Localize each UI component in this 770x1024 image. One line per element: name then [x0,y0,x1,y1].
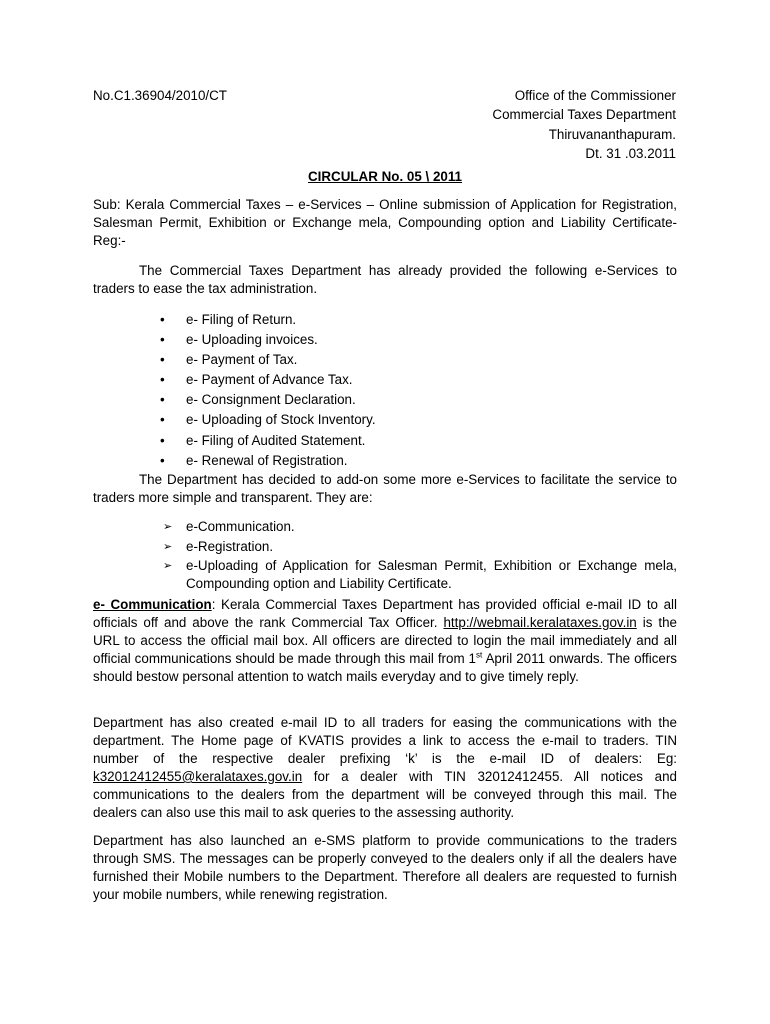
office-address [492,87,676,164]
webmail-link[interactable]: http://webmail.keralataxes.gov.in [443,615,637,630]
bullet-icon: • [160,352,165,368]
office-line: Commercial Taxes Department [492,107,676,123]
e-communication-heading: e- Communication [93,597,212,612]
bullet-icon: • [160,432,165,448]
bullet-icon: • [160,312,165,327]
addon-paragraph: The Department has decided to add-on some more e-Services to facilitate the service to traders more simple and transparent. They are: [93,472,677,505]
list-item: • e- Filing of Return. [160,312,297,327]
dealer-email-link[interactable]: k32012412455@keralataxes.gov.in [93,769,303,784]
list-item: • e- Payment of Advance Tax. [160,372,353,388]
list-item: ➢ e-Communication. [163,519,295,534]
circular-title: CIRCULAR No. 05 \ 2011 [307,169,463,184]
list-item: ➢ e-Registration. [163,538,274,554]
list-item: ➢ e-Uploading of Application for Salesman Permit, Exhibition or Exchange mela, Compounding option and Liability Certificate. [163,558,677,591]
existing-services-list [160,311,376,472]
reference-number: No.C1.36904/2010/CT [93,88,227,103]
new-services-list [160,518,677,593]
arrow-bullet-icon: ➢ [163,560,173,572]
list-item: • e- Payment of Tax. [160,352,298,368]
list-item: • e- Renewal of Registration. [160,452,348,468]
bullet-icon: • [160,452,165,468]
office-line: Office of the Commissioner [514,88,676,103]
date-line: Dt. 31 .03.2011 [585,145,676,161]
subject: Sub: Kerala Commercial Taxes – e-Services – Online submission of Application for Registration, Salesman Permit, Exhibition or Exchange mela, Compounding option and Liability Certificate-Reg:- [93,197,677,248]
bullet-icon: • [160,332,165,348]
office-line: Thiruvananthapuram. [548,126,676,142]
arrow-bullet-icon: ➢ [163,540,173,553]
arrow-bullet-icon: ➢ [163,521,173,533]
e-communication-paragraph: e- Communication: Kerala Commercial Taxes Department has provided official e-mail ID to all officials off and above the rank Commercial Tax Officer. http://webmail.keralataxes.gov.in is the URL to access the official mail box. All officers are directed to login the mail immediately and all official communications should be made through this mail from 1st April 2011 onwards. The officers should bestow personal attention to watch mails everyday and to give timely reply. [93,597,677,684]
e-sms-paragraph: Department has also launched an e-SMS platform to provide communications to the traders through SMS. The messages can be properly conveyed to the dealers only if all the dealers have furnished their Mobile numbers to the Department. Therefore all dealers are requested to furnish your mobile numbers, while renewing registration. [93,833,677,902]
list-item: • e- Filing of Audited Statement. [160,432,366,448]
trader-email-paragraph: Department has also created e-mail ID to all traders for easing the communications with the department. The Home page of KVATIS provides a link to access the e-mail to traders. TIN number of the respective dealer prefixing ‘k’ is the e-mail ID of dealers: Eg: k32012412455@keralataxes.gov.in for a dealer with TIN 32012412455. All notices and communications to the dealers from the department will be conveyed through this mail. The dealers can also use this mail to ask queries to the assessing authority. [93,715,677,820]
bullet-icon: • [160,412,165,428]
list-item: • e- Uploading invoices. [160,332,318,348]
intro-paragraph: The Commercial Taxes Department has already provided the following e-Services to traders to ease the tax administration. [93,263,677,296]
list-item: • e- Uploading of Stock Inventory. [160,412,376,428]
bullet-icon: • [160,392,165,408]
list-item: • e- Consignment Declaration. [160,392,356,408]
bullet-icon: • [160,372,165,388]
